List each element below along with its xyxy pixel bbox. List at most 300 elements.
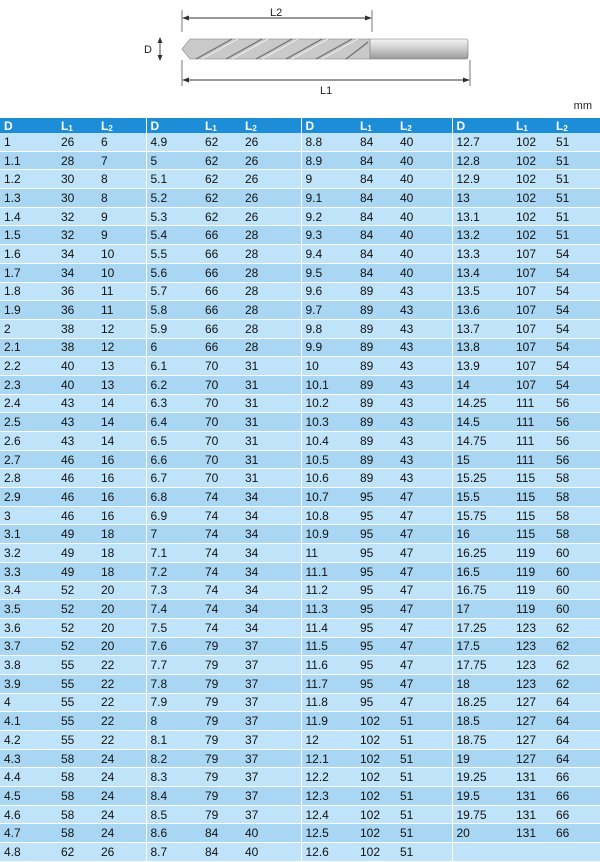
table-cell: 3.1 bbox=[0, 525, 57, 544]
table-cell: 28 bbox=[241, 319, 301, 338]
table-cell: 15.75 bbox=[452, 506, 512, 525]
table-cell: 43 bbox=[57, 413, 97, 432]
table-cell bbox=[452, 843, 512, 862]
table-cell: 12.2 bbox=[301, 768, 356, 787]
table-cell: 13.8 bbox=[452, 338, 512, 357]
table-cell: 20 bbox=[97, 637, 146, 656]
table-cell: 89 bbox=[356, 394, 396, 413]
table-cell: 5.9 bbox=[146, 319, 201, 338]
table-cell: 3.7 bbox=[0, 637, 57, 656]
table-cell: 123 bbox=[512, 637, 552, 656]
table-cell: 95 bbox=[356, 656, 396, 675]
table-row bbox=[0, 375, 600, 394]
table-cell: 13.1 bbox=[452, 207, 512, 226]
table-cell: 47 bbox=[396, 544, 452, 563]
table-row bbox=[0, 731, 600, 750]
table-cell: 12.3 bbox=[301, 787, 356, 806]
table-cell: 3.5 bbox=[0, 600, 57, 619]
table-cell: 37 bbox=[241, 731, 301, 750]
table-cell: 6.3 bbox=[146, 394, 201, 413]
table-cell: 37 bbox=[241, 637, 301, 656]
table-cell: 30 bbox=[57, 189, 97, 208]
table-cell: 2.4 bbox=[0, 394, 57, 413]
table-cell: 24 bbox=[97, 805, 146, 824]
table-cell: 54 bbox=[552, 263, 600, 282]
l1-label: L1 bbox=[320, 85, 333, 97]
table-cell: 64 bbox=[552, 693, 600, 712]
table-cell: 1.9 bbox=[0, 301, 57, 320]
table-cell: 43 bbox=[396, 469, 452, 488]
table-cell: 95 bbox=[356, 506, 396, 525]
table-cell: 74 bbox=[201, 544, 241, 563]
table-cell: 13.5 bbox=[452, 282, 512, 301]
table-cell: 84 bbox=[356, 207, 396, 226]
table-cell: 70 bbox=[201, 469, 241, 488]
table-cell: 40 bbox=[396, 151, 452, 170]
table-cell: 40 bbox=[396, 207, 452, 226]
table-cell: 12 bbox=[97, 319, 146, 338]
table-cell: 16 bbox=[97, 506, 146, 525]
table-cell: 89 bbox=[356, 413, 396, 432]
table-cell: 84 bbox=[356, 189, 396, 208]
table-row bbox=[0, 245, 600, 264]
table-cell: 95 bbox=[356, 488, 396, 507]
table-cell: 107 bbox=[512, 375, 552, 394]
table-cell: 8.1 bbox=[146, 731, 201, 750]
table-cell: 2 bbox=[0, 319, 57, 338]
table-cell: 4.4 bbox=[0, 768, 57, 787]
table-cell: 11 bbox=[97, 301, 146, 320]
table-cell: 47 bbox=[396, 562, 452, 581]
table-cell: 115 bbox=[512, 525, 552, 544]
table-row bbox=[0, 693, 600, 712]
table-cell: 26 bbox=[241, 207, 301, 226]
table-cell: 1.3 bbox=[0, 189, 57, 208]
table-cell: 119 bbox=[512, 562, 552, 581]
table-cell: 34 bbox=[241, 544, 301, 563]
table-cell: 43 bbox=[57, 432, 97, 451]
table-cell: 2.2 bbox=[0, 357, 57, 376]
table-cell: 46 bbox=[57, 469, 97, 488]
table-cell: 55 bbox=[57, 712, 97, 731]
table-cell: 102 bbox=[356, 768, 396, 787]
table-cell: 84 bbox=[356, 226, 396, 245]
table-cell: 43 bbox=[396, 432, 452, 451]
table-cell: 10.6 bbox=[301, 469, 356, 488]
table-row bbox=[0, 525, 600, 544]
table-cell: 43 bbox=[396, 338, 452, 357]
table-cell: 47 bbox=[396, 693, 452, 712]
table-cell: 58 bbox=[552, 506, 600, 525]
table-cell: 37 bbox=[241, 749, 301, 768]
d-label: D bbox=[144, 44, 152, 56]
table-cell: 7.5 bbox=[146, 618, 201, 637]
table-cell: 10.8 bbox=[301, 506, 356, 525]
table-cell: 79 bbox=[201, 637, 241, 656]
table-cell: 24 bbox=[97, 787, 146, 806]
table-cell: 34 bbox=[241, 488, 301, 507]
table-cell: 58 bbox=[57, 749, 97, 768]
table-cell: 37 bbox=[241, 674, 301, 693]
table-cell: 13.9 bbox=[452, 357, 512, 376]
table-cell: 62 bbox=[552, 656, 600, 675]
table-row bbox=[0, 656, 600, 675]
table-cell: 102 bbox=[356, 805, 396, 824]
table-cell: 28 bbox=[241, 301, 301, 320]
table-cell: 13.7 bbox=[452, 319, 512, 338]
table-cell: 1.1 bbox=[0, 151, 57, 170]
table-cell: 31 bbox=[241, 394, 301, 413]
table-cell: 56 bbox=[552, 432, 600, 451]
table-cell: 79 bbox=[201, 656, 241, 675]
column-header: $L_2$ bbox=[241, 118, 301, 133]
table-cell: 84 bbox=[356, 151, 396, 170]
table-cell: 74 bbox=[201, 618, 241, 637]
table-cell: 10 bbox=[97, 245, 146, 264]
table-cell: 34 bbox=[57, 263, 97, 282]
table-cell: 4 bbox=[0, 693, 57, 712]
table-cell: 89 bbox=[356, 357, 396, 376]
table-cell: 47 bbox=[396, 637, 452, 656]
table-row bbox=[0, 469, 600, 488]
table-cell: 62 bbox=[57, 843, 97, 862]
table-cell: 4.3 bbox=[0, 749, 57, 768]
table-cell: 55 bbox=[57, 693, 97, 712]
table-row bbox=[0, 226, 600, 245]
table-cell: 31 bbox=[241, 413, 301, 432]
table-cell: 79 bbox=[201, 712, 241, 731]
table-cell: 79 bbox=[201, 787, 241, 806]
table-cell: 66 bbox=[552, 787, 600, 806]
table-cell: 95 bbox=[356, 600, 396, 619]
table-cell: 89 bbox=[356, 301, 396, 320]
table-cell: 8.9 bbox=[301, 151, 356, 170]
table-cell: 31 bbox=[241, 469, 301, 488]
table-cell: 47 bbox=[396, 656, 452, 675]
table-cell: 11 bbox=[97, 282, 146, 301]
table-cell: 102 bbox=[512, 170, 552, 189]
table-cell: 54 bbox=[552, 319, 600, 338]
table-cell: 6.4 bbox=[146, 413, 201, 432]
table-cell: 10.4 bbox=[301, 432, 356, 451]
table-cell: 16.75 bbox=[452, 581, 512, 600]
table-cell: 60 bbox=[552, 581, 600, 600]
table-cell: 64 bbox=[552, 749, 600, 768]
table-cell: 37 bbox=[241, 693, 301, 712]
table-cell: 2.7 bbox=[0, 450, 57, 469]
table-cell: 8.7 bbox=[146, 843, 201, 862]
table-cell: 5.1 bbox=[146, 170, 201, 189]
table-cell: 40 bbox=[396, 170, 452, 189]
table-cell: 102 bbox=[356, 843, 396, 862]
table-cell: 4.6 bbox=[0, 805, 57, 824]
table-cell: 34 bbox=[57, 245, 97, 264]
table-cell: 9.2 bbox=[301, 207, 356, 226]
table-cell: 16.25 bbox=[452, 544, 512, 563]
table-cell: 20 bbox=[97, 600, 146, 619]
table-cell: 9.8 bbox=[301, 319, 356, 338]
table-cell: 51 bbox=[552, 207, 600, 226]
table-cell: 62 bbox=[201, 151, 241, 170]
table-cell: 102 bbox=[512, 151, 552, 170]
table-cell: 38 bbox=[57, 338, 97, 357]
column-header: D bbox=[301, 118, 356, 133]
table-cell: 56 bbox=[552, 394, 600, 413]
table-cell: 43 bbox=[396, 301, 452, 320]
table-cell: 5.7 bbox=[146, 282, 201, 301]
table-cell: 19 bbox=[452, 749, 512, 768]
table-cell: 37 bbox=[241, 805, 301, 824]
table-cell: 74 bbox=[201, 488, 241, 507]
table-row bbox=[0, 805, 600, 824]
table-cell: 43 bbox=[396, 413, 452, 432]
table-cell: 43 bbox=[396, 357, 452, 376]
table-cell: 9.9 bbox=[301, 338, 356, 357]
table-cell: 79 bbox=[201, 693, 241, 712]
table-cell: 22 bbox=[97, 674, 146, 693]
table-cell: 6.8 bbox=[146, 488, 201, 507]
table-cell: 10.1 bbox=[301, 375, 356, 394]
table-cell: 111 bbox=[512, 394, 552, 413]
table-cell: 3.2 bbox=[0, 544, 57, 563]
table-cell: 95 bbox=[356, 544, 396, 563]
table-cell: 24 bbox=[97, 749, 146, 768]
table-cell: 58 bbox=[57, 787, 97, 806]
table-cell: 26 bbox=[241, 170, 301, 189]
table-cell: 84 bbox=[356, 245, 396, 264]
table-cell: 66 bbox=[552, 768, 600, 787]
table-cell: 131 bbox=[512, 768, 552, 787]
table-cell: 20 bbox=[452, 824, 512, 843]
table-row bbox=[0, 488, 600, 507]
table-cell: 15.25 bbox=[452, 469, 512, 488]
table-cell: 5.4 bbox=[146, 226, 201, 245]
table-cell: 11.3 bbox=[301, 600, 356, 619]
table-cell: 107 bbox=[512, 357, 552, 376]
table-cell: 31 bbox=[241, 357, 301, 376]
table-cell: 70 bbox=[201, 413, 241, 432]
table-cell: 28 bbox=[241, 338, 301, 357]
table-cell: 89 bbox=[356, 450, 396, 469]
table-cell: 127 bbox=[512, 731, 552, 750]
table-cell: 8 bbox=[97, 189, 146, 208]
table-cell: 51 bbox=[396, 787, 452, 806]
table-cell: 34 bbox=[241, 600, 301, 619]
table-cell: 18 bbox=[97, 544, 146, 563]
drill-size-table bbox=[0, 118, 600, 862]
table-cell: 47 bbox=[396, 600, 452, 619]
table-cell: 51 bbox=[552, 226, 600, 245]
table-cell: 40 bbox=[241, 843, 301, 862]
table-cell: 66 bbox=[201, 338, 241, 357]
table-row bbox=[0, 544, 600, 563]
table-cell: 6 bbox=[146, 338, 201, 357]
table-cell: 34 bbox=[241, 525, 301, 544]
table-row bbox=[0, 581, 600, 600]
table-cell: 15 bbox=[452, 450, 512, 469]
table-cell: 54 bbox=[552, 245, 600, 264]
table-cell: 47 bbox=[396, 506, 452, 525]
table-cell: 60 bbox=[552, 562, 600, 581]
table-cell: 47 bbox=[396, 674, 452, 693]
table-cell: 6.5 bbox=[146, 432, 201, 451]
table-cell: 7.7 bbox=[146, 656, 201, 675]
table-cell: 66 bbox=[201, 226, 241, 245]
table-cell: 9 bbox=[301, 170, 356, 189]
table-cell: 13.3 bbox=[452, 245, 512, 264]
table-cell: 66 bbox=[201, 282, 241, 301]
table-cell: 102 bbox=[356, 787, 396, 806]
table-cell: 12.5 bbox=[301, 824, 356, 843]
table-cell: 7.6 bbox=[146, 637, 201, 656]
table-cell: 5.3 bbox=[146, 207, 201, 226]
table-cell: 12 bbox=[301, 731, 356, 750]
table-cell: 66 bbox=[552, 805, 600, 824]
table-cell: 58 bbox=[57, 768, 97, 787]
table-cell: 18 bbox=[452, 674, 512, 693]
table-cell: 24 bbox=[97, 824, 146, 843]
table-cell: 31 bbox=[241, 450, 301, 469]
table-cell: 51 bbox=[396, 749, 452, 768]
table-cell: 4.8 bbox=[0, 843, 57, 862]
table-cell: 74 bbox=[201, 525, 241, 544]
table-cell: 14 bbox=[97, 432, 146, 451]
table-row bbox=[0, 787, 600, 806]
table-cell: 2.9 bbox=[0, 488, 57, 507]
table-cell: 51 bbox=[552, 189, 600, 208]
table-cell: 28 bbox=[241, 226, 301, 245]
table-cell: 7.2 bbox=[146, 562, 201, 581]
table-cell: 127 bbox=[512, 693, 552, 712]
table-cell: 37 bbox=[241, 656, 301, 675]
table-cell: 12.1 bbox=[301, 749, 356, 768]
table-cell: 62 bbox=[201, 207, 241, 226]
table-cell: 40 bbox=[396, 245, 452, 264]
table-cell: 32 bbox=[57, 226, 97, 245]
table-cell: 17.25 bbox=[452, 618, 512, 637]
table-row bbox=[0, 618, 600, 637]
table-cell: 8 bbox=[146, 712, 201, 731]
table-cell: 119 bbox=[512, 544, 552, 563]
table-cell: 40 bbox=[396, 226, 452, 245]
table-cell: 107 bbox=[512, 282, 552, 301]
table-cell: 55 bbox=[57, 674, 97, 693]
table-cell: 5 bbox=[146, 151, 201, 170]
table-cell: 66 bbox=[201, 263, 241, 282]
table-cell: 12.4 bbox=[301, 805, 356, 824]
table-cell: 2.5 bbox=[0, 413, 57, 432]
table-cell: 131 bbox=[512, 824, 552, 843]
table-cell: 40 bbox=[57, 375, 97, 394]
table-cell: 2.3 bbox=[0, 375, 57, 394]
table-cell: 10.5 bbox=[301, 450, 356, 469]
l2-label: L2 bbox=[270, 7, 283, 19]
table-cell: 3.9 bbox=[0, 674, 57, 693]
table-cell: 6.9 bbox=[146, 506, 201, 525]
table-cell: 11.7 bbox=[301, 674, 356, 693]
table-cell: 46 bbox=[57, 450, 97, 469]
column-header: $L_1$ bbox=[201, 118, 241, 133]
table-cell: 89 bbox=[356, 432, 396, 451]
table-row bbox=[0, 674, 600, 693]
table-cell: 54 bbox=[552, 301, 600, 320]
table-cell: 84 bbox=[201, 843, 241, 862]
table-cell: 11.4 bbox=[301, 618, 356, 637]
table-cell: 15.5 bbox=[452, 488, 512, 507]
table-cell: 11.2 bbox=[301, 581, 356, 600]
table-cell: 2.6 bbox=[0, 432, 57, 451]
table-cell: 119 bbox=[512, 581, 552, 600]
table-cell: 1 bbox=[0, 133, 57, 151]
table-cell: 131 bbox=[512, 787, 552, 806]
table-cell: 13 bbox=[97, 357, 146, 376]
table-row bbox=[0, 263, 600, 282]
column-header: $L_1$ bbox=[512, 118, 552, 133]
table-cell: 19.75 bbox=[452, 805, 512, 824]
table-cell: 9.3 bbox=[301, 226, 356, 245]
table-cell: 54 bbox=[552, 338, 600, 357]
column-header: $L_2$ bbox=[97, 118, 146, 133]
table-cell: 20 bbox=[97, 618, 146, 637]
table-cell: 9 bbox=[97, 226, 146, 245]
drill-bit-diagram bbox=[0, 0, 600, 100]
table-cell: 8.5 bbox=[146, 805, 201, 824]
table-cell: 1.6 bbox=[0, 245, 57, 264]
table-cell: 3.6 bbox=[0, 618, 57, 637]
table-cell: 51 bbox=[552, 133, 600, 151]
table-cell: 70 bbox=[201, 432, 241, 451]
table-cell: 49 bbox=[57, 525, 97, 544]
table-cell: 28 bbox=[241, 282, 301, 301]
table-cell: 10.3 bbox=[301, 413, 356, 432]
table-cell: 58 bbox=[552, 469, 600, 488]
table-cell: 37 bbox=[241, 712, 301, 731]
table-cell: 43 bbox=[396, 450, 452, 469]
table-cell: 1.2 bbox=[0, 170, 57, 189]
table-cell: 64 bbox=[552, 712, 600, 731]
table-cell: 52 bbox=[57, 618, 97, 637]
table-cell: 47 bbox=[396, 618, 452, 637]
table-cell: 34 bbox=[241, 562, 301, 581]
table-cell: 95 bbox=[356, 581, 396, 600]
column-header: $L_2$ bbox=[396, 118, 452, 133]
table-cell: 40 bbox=[396, 189, 452, 208]
table-row bbox=[0, 394, 600, 413]
table-cell: 6 bbox=[97, 133, 146, 151]
table-cell: 26 bbox=[57, 133, 97, 151]
table-cell: 14 bbox=[97, 394, 146, 413]
table-cell: 9 bbox=[97, 207, 146, 226]
table-row bbox=[0, 749, 600, 768]
table-cell: 7.8 bbox=[146, 674, 201, 693]
table-cell: 66 bbox=[201, 301, 241, 320]
table-cell: 58 bbox=[552, 488, 600, 507]
table-cell: 46 bbox=[57, 488, 97, 507]
table-cell: 89 bbox=[356, 375, 396, 394]
table-cell: 38 bbox=[57, 319, 97, 338]
table-cell: 131 bbox=[512, 805, 552, 824]
table-cell: 18.5 bbox=[452, 712, 512, 731]
table-cell: 89 bbox=[356, 282, 396, 301]
table-cell: 62 bbox=[552, 637, 600, 656]
table-cell: 70 bbox=[201, 394, 241, 413]
table-row bbox=[0, 282, 600, 301]
table-cell: 34 bbox=[241, 618, 301, 637]
table-cell: 22 bbox=[97, 731, 146, 750]
table-cell: 36 bbox=[57, 282, 97, 301]
table-cell: 84 bbox=[356, 170, 396, 189]
table-cell: 79 bbox=[201, 731, 241, 750]
